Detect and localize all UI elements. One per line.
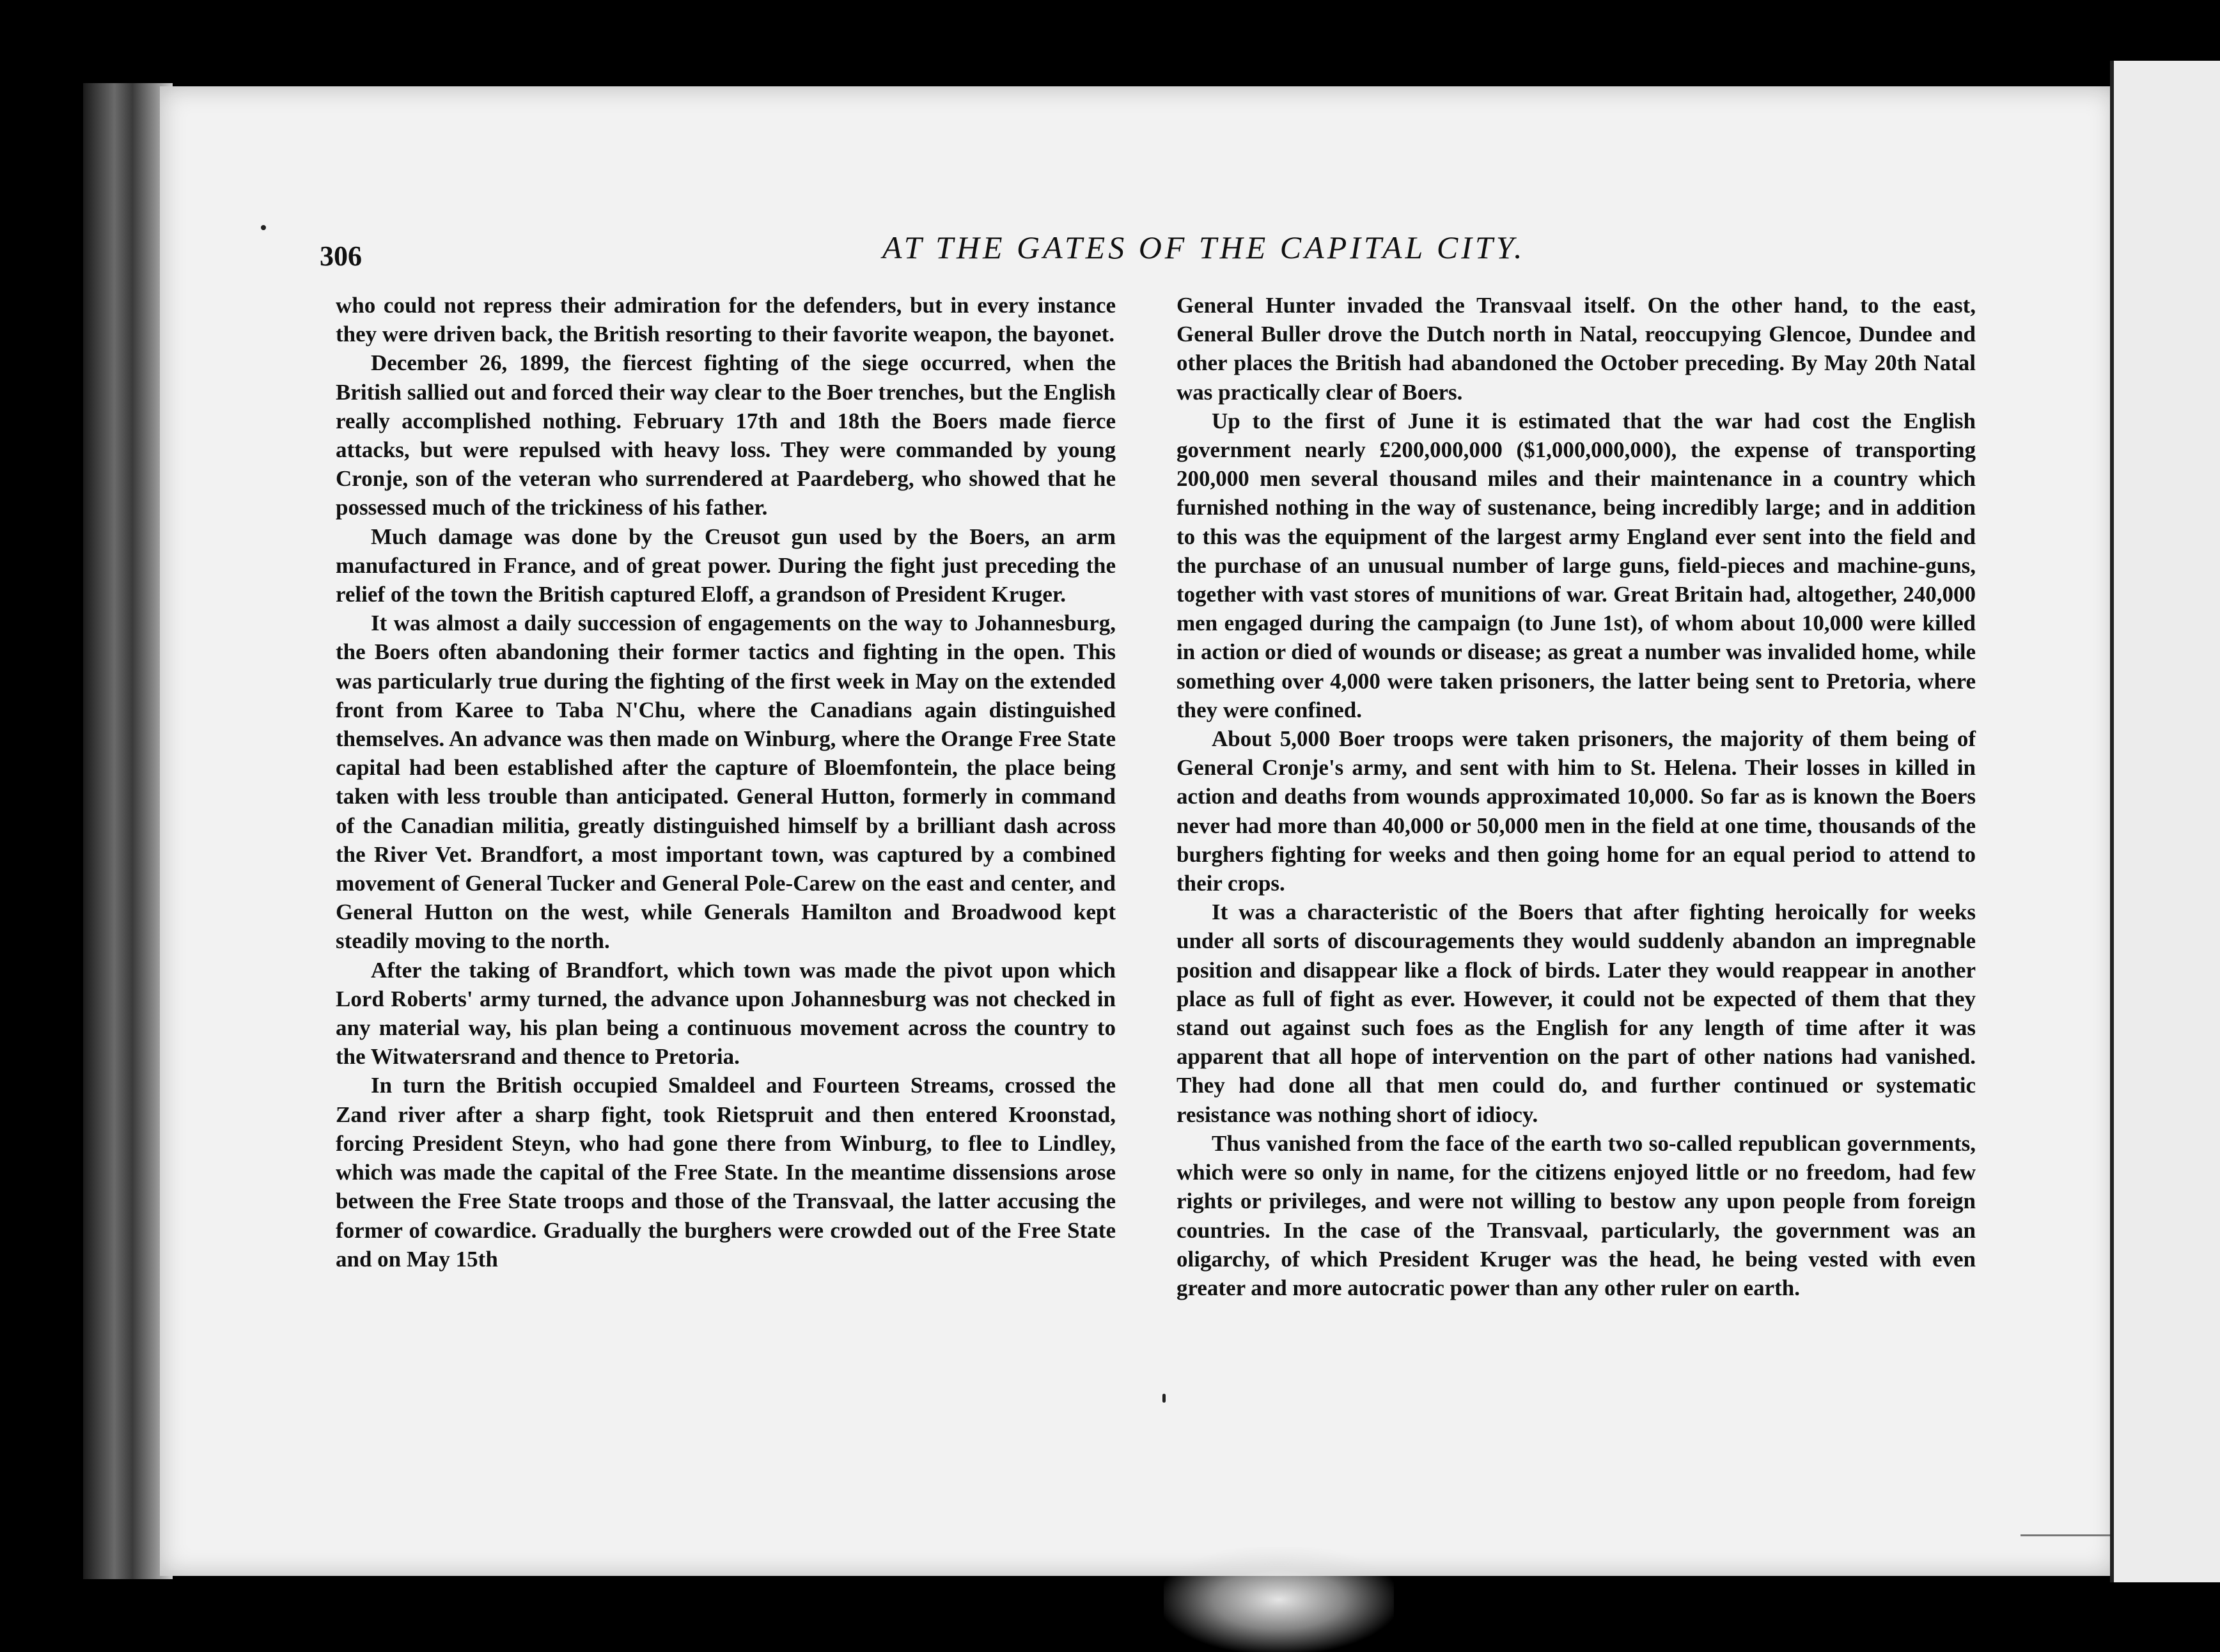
paragraph: About 5,000 Boer troops were taken prisoners, the majority of them being of General Cronje's army, and sent with him to St. Helena. Their losses in killed in action and deaths from wounds approximated 10,000. So far as is known the Boers never had more than 40,000 or 50,000 men in the field at one time, thousands of the burghers fighting for weeks and then going home for an equal period to attend to their crops.	[1176, 726, 1976, 896]
facing-page-edge	[2110, 61, 2220, 1582]
scan-smudge	[1164, 1547, 1394, 1652]
paragraph: General Hunter invaded the Transvaal itself. On the other hand, to the east, General Buller drove the Dutch north in Natal, reoccupying Glencoe, Dundee and other places the British had abandoned the October preceding. By May 20th Natal was practically clear of Boers.	[1176, 293, 1976, 405]
paragraph: It was almost a daily succession of engagements on the way to Johannesburg, the Boers often abandoning their former tactics and fighting in the open. This was particularly true during the fighting of the first week in May on the extended front from Karee to Taba N'Chu, where the Canadians again distinguished themselves. An advance was then made on Winburg, where the Orange Free State capital had been established after the capture of Bloemfontein, the place being taken with less trouble than anticipated. General Hutton, formerly in command of the Canadian militia, greatly distinguished himself by a brilliant dash across the River Vet. Brandfort, a most important town, was captured by a combined movement of General Tucker and General Pole-Carew on the east and center, and General Hutton on the west, while Generals Hamilton and Broadwood kept steadily moving to the north.	[336, 611, 1116, 954]
running-head	[320, 224, 2046, 272]
ink-speck	[261, 225, 266, 230]
paragraph: December 26, 1899, the fiercest fighting of the siege occurred, when the British sallied out and forced their way clear to the Boer trenches, but the English really accomplished nothing. February 17th and 18th the Boers made fierce attacks, but were repulsed with heavy loss. They were commanded by young Cronje, son of the veteran who surrendered at Paardeberg, who showed that he possessed much of the trickiness of his father.	[336, 350, 1116, 520]
book-page-edges	[83, 83, 173, 1579]
right-text-column	[1176, 291, 1976, 1302]
paragraph: Much damage was done by the Creusot gun used by the Boers, an arm manufactured in France, and of great power. During the fight just preceding the relief of the town the British captured Eloff, a grandson of President Kruger.	[336, 524, 1116, 607]
left-text-column	[336, 291, 1116, 1274]
page-header-title: AT THE GATES OF THE CAPITAL CITY.	[882, 230, 1526, 265]
paragraph: After the taking of Brandfort, which town was made the pivot upon which Lord Roberts' army turned, the advance upon Johannesburg was not checked in any material way, his plan being a continuous movement across the country to the Witwatersrand and thence to Pretoria.	[336, 957, 1116, 1070]
paragraph: Thus vanished from the face of the earth two so-called republican governments, which were so only in name, for the citizens enjoyed little or no freedom, had few rights or privileges, and were not willing to bestow any upon people from foreign countries. In the case of the Transvaal, particularly, the government was an oligarchy, of which President Kruger was the head, he being vested with even greater and more autocratic power than any other ruler on earth.	[1176, 1130, 1976, 1300]
paragraph: In turn the British occupied Smaldeel and Fourteen Streams, crossed the Zand river after a sharp fight, took Rietspruit and then entered Kroonstad, forcing President Steyn, who had gone there from Winburg, to flee to Lindley, which was made the capital of the Free State. In the meantime dissensions arose between the Free State troops and those of the Transvaal, the latter accusing the former of cowardice. Gradually the burghers were crowded out of the Free State and on May 15th	[336, 1073, 1116, 1272]
paragraph: It was a characteristic of the Boers that after fighting heroically for weeks under all sorts of discouragements they would suddenly abandon an impregnable position and disappear like a flock of birds. Later they would reappear in another place as full of fight as ever. However, it could not be expected of them that they stand out against such foes as the English for any length of time after it was apparent that all hope of intervention on the part of other nations had vanished. They had done all that men could do, and further continued or systematic resistance was nothing short of idiocy.	[1176, 900, 1976, 1127]
paragraph: who could not repress their admiration for the defenders, but in every instance they were driven back, the British resorting to their favorite weapon, the bayonet.	[336, 293, 1116, 347]
page-bottom-rule	[2021, 1534, 2110, 1536]
page-number: 306	[320, 240, 362, 272]
paragraph: Up to the first of June it is estimated that the war had cost the English government nearly £200,000,000 ($1,000,000,000), the expense of transporting 200,000 men several thousand miles and their maintenance in a country which furnished nothing in the way of sustenance, being incredibly large; and in addition to this was the equipment of the largest army England ever sent into the field and the purchase of an unusual number of large guns, field-pieces and machine-guns, together with vast stores of munitions of war. Great Britain had, altogether, 240,000 men engaged during the campaign (to June 1st), of whom about 10,000 were killed in action or died of wounds or disease; as great a number was invalided home, while something over 4,000 were taken prisoners, the latter being sent to Pretoria, where they were confined.	[1176, 408, 1976, 722]
ink-speck	[1162, 1394, 1166, 1403]
